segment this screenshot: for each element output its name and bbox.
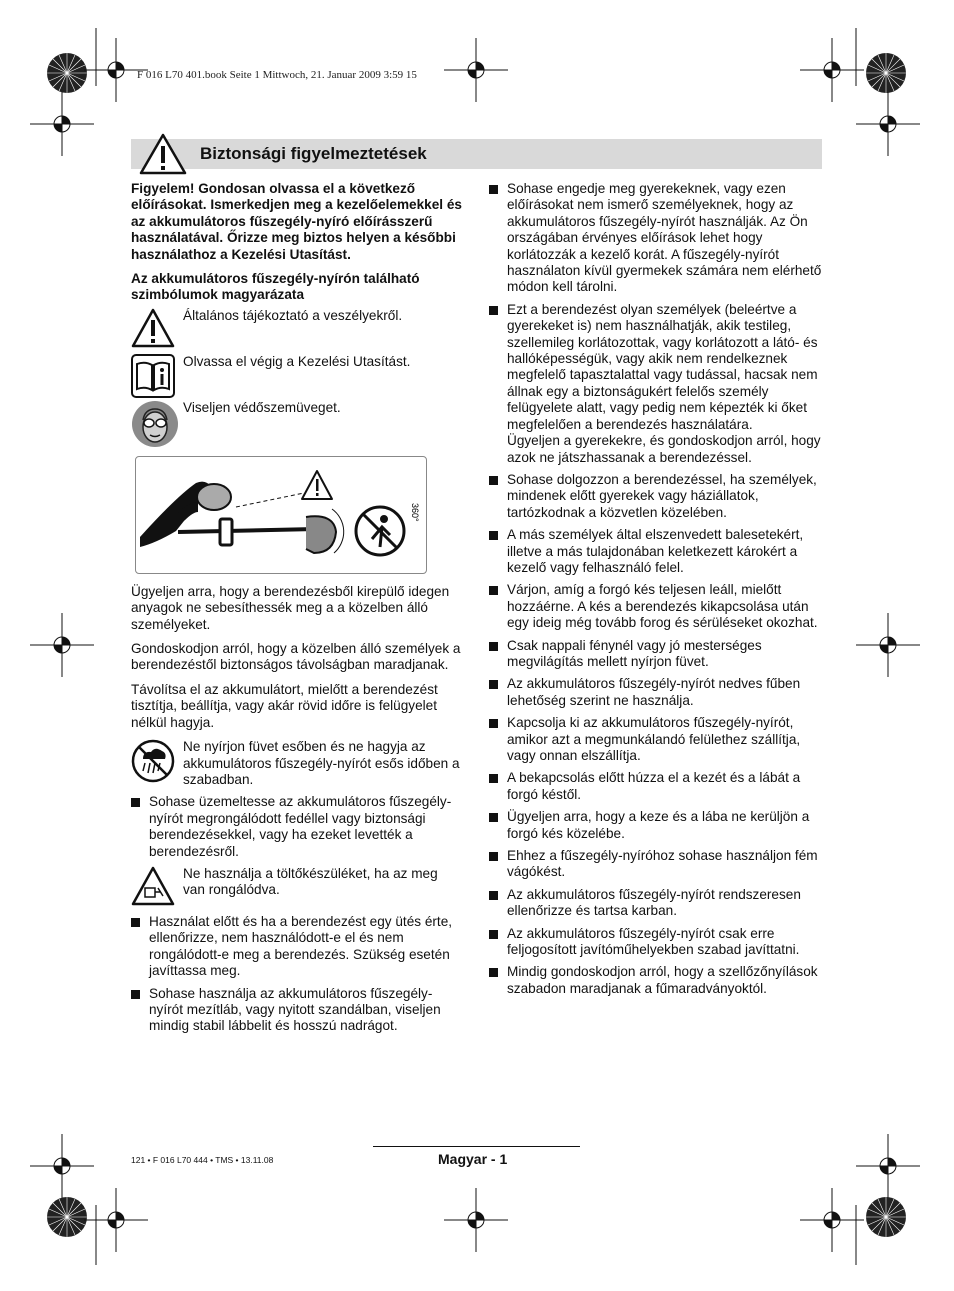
list-item-text: Mindig gondoskodjon arról, hogy a szellőzőnyílások szabadon maradjanak a fűmaradványoktól.: [507, 964, 818, 996]
no-rain-icon: [131, 739, 175, 783]
list-item: [489, 676, 823, 709]
symbol-row-goggles: [131, 400, 463, 450]
list-item: [131, 986, 463, 1035]
file-header: F 016 L70 401.book Seite 1 Mittwoch, 21. Januar 2009 3:59 15: [137, 69, 417, 81]
list-item: [489, 527, 823, 576]
warning-triangle-icon: [139, 133, 187, 175]
list-item-text: Várjon, amíg a forgó kés teljesen leáll, mielőtt hozzáérne. A kés a berendezés kikapcsolása után egy ideig még tovább forog és sérüléseket okozhat.: [507, 582, 818, 631]
list-item: [489, 638, 823, 671]
list-item-text: Kapcsolja ki az akkumulátoros fűszegély-nyírót, amikor azt a megmunkálandó felülethez szállítja, vagy onnan elszállítja.: [507, 715, 801, 763]
list-item-text: Sohase használja az akkumulátoros fűszegély-nyírót mezítláb, vagy nyitott szandálban, viseljen mindig stabil lábbelit és hosszú nadrágot.: [149, 985, 441, 1034]
paragraph: Távolítsa el az akkumulátort, mielőtt a berendezést tisztítja, beállítja, vagy akár rövid időre is felügyelet nélkül hagyja.: [131, 681, 438, 730]
list-item: [489, 582, 823, 631]
list-item-text: Sohase dolgozzon a berendezéssel, ha személyek, mindenek előtt gyerekek vagy háziállatok, tartózkodnak a közvetlen közelében.: [507, 471, 817, 520]
symbols-heading: Az akkumulátoros fűszegély-nyírón található szimbólumok magyarázata: [131, 271, 420, 303]
symbol-text: Olvassa el végig a Kezelési Utasítást.: [183, 353, 411, 369]
paragraph: Gondoskodjon arról, hogy a közelben álló személyek a berendezéstől biztonságos távolságban maradjanak.: [131, 641, 461, 673]
list-item-text: Ügyeljen arra, hogy a keze és a lába ne kerüljön a forgó kés közelébe.: [507, 809, 810, 841]
list-item-text: Sohase engedje meg gyerekeknek, vagy ezen előírásokat nem ismerő személyeknek, hogy az akkumulátoros fűszegély-nyírót használják. Az Ön országában érvényes előírások lehet hogy korlátozzák a kezelő korát. A fűszegély-nyírót használaton kívül gyermekek számára nem elérhető módon kell tárolni.: [507, 181, 822, 295]
list-item: [489, 809, 823, 842]
list-item: [489, 302, 823, 466]
list-item: [131, 914, 463, 980]
rain-note: [131, 739, 463, 788]
rain-note-text: Ne nyírjon füvet esőben és ne hagyja az akkumulátoros fűszegély-nyírót esős időben a szabadban.: [183, 739, 460, 787]
list-item-text: Ehhez a fűszegély-nyíróhoz sohase használjon fém vágókést.: [507, 848, 818, 880]
footer-code: 121 • F 016 L70 444 • TMS • 13.11.08: [131, 1155, 274, 1165]
page-number: Magyar - 1: [438, 1151, 508, 1167]
rotation-label: 360°: [410, 502, 420, 522]
symbol-text: Általános tájékoztató a veszélyekről.: [183, 307, 403, 323]
list-item-text: Az akkumulátoros fűszegély-nyírót csak erre feljogosított javítóműhelyekben szabad javíttatni.: [507, 925, 800, 958]
list-item-text: Ezt a berendezést olyan személyek (beleértve a gyerekeket is) nem használhatják, akik testileg, szellemileg korlátozottak, vagy korlátozott a látó- és hallóképességük, vagy akik nem rendelkeznek megfelelő tapasztalattal vagy tudással, hacsak nem állnak egy a biztonságukért felelős személy felügyelete alatt, vagy pedig nem képezték ki őket megfelelően a berendezés használatára.: [507, 301, 818, 432]
charger-note-text: Ne használja a töltőkészüléket, ha az meg van rongálódva.: [183, 865, 438, 898]
damaged-charger-warning-icon: [131, 866, 175, 906]
list-item: [131, 794, 463, 860]
safety-goggles-icon: [131, 400, 179, 448]
footer-divider: [373, 1146, 580, 1147]
page-title: Biztonsági figyelmeztetések: [200, 144, 427, 163]
symbol-row-warning: [131, 308, 463, 350]
list-item-text: Az akkumulátoros fűszegély-nyírót rendszeresen ellenőrizze és tartsa karban.: [507, 886, 801, 919]
list-item: [489, 887, 823, 920]
list-item-text: Sohase üzemeltesse az akkumulátoros fűszegély-nyírót megrongálódott fedéllel vagy biztonsági berendezésekkel, vagy ha ezeket levették a berendezésről.: [149, 794, 452, 859]
right-column: [489, 181, 823, 1003]
charger-note: [131, 866, 463, 908]
list-item-text: Az akkumulátoros fűszegély-nyírót nedves fűben lehetőség szerint ne használja.: [507, 676, 801, 708]
intro-warning: Figyelem! Gondosan olvassa el a következő előírásokat. Ismerkedjen meg a kezelőelemekkel és az akkumulátoros fűszegély-nyíró előírásszerű használatával. Őrizze meg biztos helyen a későbbi használathoz a Kezelési Utasítást.: [131, 181, 462, 262]
list-item: [489, 181, 823, 296]
list-item: [489, 770, 823, 803]
list-item: [489, 715, 823, 764]
list-item-text: Használat előtt és ha a berendezést egy ütés érte, ellenőrizze, nem használódott-e el és nem rongálódott-e meg a berendezés. Szükség esetén javíttassa meg.: [149, 913, 453, 979]
list-item: [489, 848, 823, 881]
trimmer-safety-figure: [135, 456, 427, 574]
left-column: [131, 181, 463, 1041]
symbol-text: Viseljen védőszemüveget.: [183, 399, 341, 415]
list-item: [489, 926, 823, 959]
list-item: [489, 964, 823, 997]
list-item-text: Csak nappali fénynél vagy jó mesterséges megvilágítás mellett nyírjon füvet.: [507, 637, 762, 669]
manual-book-icon: [131, 354, 175, 398]
list-item-text: Ügyeljen a gyerekekre, és gondoskodjon arról, hogy azok ne játszhassanak a berendezéssel.: [507, 433, 821, 465]
list-item-text: A bekapcsolás előtt húzza el a kezét és a lábát a forgó késtől.: [507, 770, 801, 802]
symbol-row-manual: [131, 354, 463, 396]
list-item: [489, 472, 823, 521]
paragraph: Ügyeljen arra, hogy a berendezésből kirepülő idegen anyagok ne sebesíthessék meg a a közelben álló személyeket.: [131, 583, 450, 632]
list-item-text: A más személyek által elszenvedett balesetekért, illetve a más tulajdonában keletkezett károkért a kezelő vagy felhasználó felel.: [507, 527, 804, 575]
section-title-bar: [131, 139, 822, 169]
warning-triangle-icon: [131, 308, 175, 348]
